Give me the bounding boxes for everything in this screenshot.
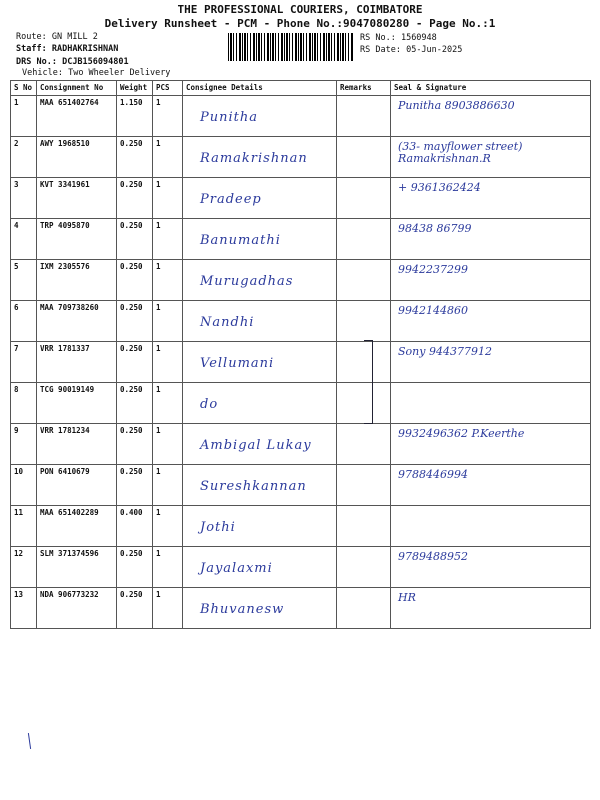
cell-consignment — [37, 178, 117, 219]
cell-consignment-text: IXM 2305576 — [40, 262, 90, 271]
cell-weight — [117, 301, 153, 342]
signature-handwriting: 98438 86799 — [398, 222, 472, 235]
cell-sno-text: 6 — [14, 303, 19, 312]
cell-pcs-text: 1 — [156, 344, 161, 353]
cell-weight-text: 0.250 — [120, 221, 143, 230]
cell-pcs — [153, 137, 183, 178]
cell-weight-text: 0.250 — [120, 549, 143, 558]
cell-pcs-text: 1 — [156, 180, 161, 189]
cell-consignment-text: VRR 1781234 — [40, 426, 90, 435]
cell-pcs — [153, 301, 183, 342]
cell-sno — [11, 383, 37, 424]
cell-consignment — [37, 219, 117, 260]
col-consignee: Consignee Details — [183, 81, 337, 96]
cell-pcs — [153, 547, 183, 588]
cell-pcs — [153, 178, 183, 219]
cell-pcs-text: 1 — [156, 549, 161, 558]
signature-handwriting: 9789488952 — [398, 550, 468, 563]
cell-sno — [11, 260, 37, 301]
table-row — [11, 506, 591, 547]
cell-seal — [391, 588, 591, 629]
consignee-handwriting: Ramakrishnan — [200, 151, 308, 166]
cell-weight-text: 0.250 — [120, 303, 143, 312]
cell-pcs-text: 1 — [156, 303, 161, 312]
barcode — [228, 33, 354, 61]
cell-sno — [11, 137, 37, 178]
cell-sno — [11, 342, 37, 383]
cell-consignment-text: TCG 90019149 — [40, 385, 95, 394]
cell-consignment — [37, 137, 117, 178]
cell-remarks — [337, 178, 391, 219]
cell-consignment-text: NDA 906773232 — [40, 590, 99, 599]
cell-consignment-text: VRR 1781337 — [40, 344, 90, 353]
cell-pcs-text: 1 — [156, 508, 161, 517]
cell-consignment-text: TRP 4095870 — [40, 221, 90, 230]
cell-remarks — [337, 424, 391, 465]
cell-weight-text: 1.150 — [120, 98, 143, 107]
cell-weight-text: 0.250 — [120, 467, 143, 476]
consignee-handwriting: Bhuvanesw — [200, 602, 285, 617]
cell-sno — [11, 424, 37, 465]
cell-weight — [117, 506, 153, 547]
cell-seal — [391, 424, 591, 465]
cell-seal — [391, 301, 591, 342]
cell-sno — [11, 547, 37, 588]
cell-weight-text: 0.250 — [120, 180, 143, 189]
cell-remarks — [337, 547, 391, 588]
cell-sno-text: 3 — [14, 180, 19, 189]
cell-weight — [117, 96, 153, 137]
signature-handwriting: Sony 944377912 — [398, 345, 492, 358]
table-row — [11, 137, 591, 178]
cell-consignment — [37, 301, 117, 342]
cell-consignment-text: KVT 3341961 — [40, 180, 90, 189]
cell-seal — [391, 547, 591, 588]
cell-sno — [11, 465, 37, 506]
cell-sno-text: 5 — [14, 262, 19, 271]
cell-seal — [391, 178, 591, 219]
signature-handwriting: HR — [398, 591, 416, 604]
col-seal: Seal & Signature — [391, 81, 591, 96]
runsheet-subtitle: Delivery Runsheet - PCM - Phone No.:9047080280 - Page No.:1 — [104, 17, 496, 30]
cell-sno-text: 13 — [14, 590, 24, 599]
cell-weight — [117, 588, 153, 629]
consignee-handwriting: Banumathi — [200, 233, 281, 248]
table-row — [11, 424, 591, 465]
route-line: Route: GN MILL 2 — [16, 32, 98, 42]
pen-mark — [28, 733, 31, 749]
cell-weight-text: 0.250 — [120, 426, 143, 435]
table-row — [11, 342, 591, 383]
cell-sno-text: 11 — [14, 508, 24, 517]
consignee-handwriting: Nandhi — [200, 315, 255, 330]
cell-consignment — [37, 383, 117, 424]
consignee-handwriting: Murugadhas — [200, 274, 294, 289]
cell-consignment-text: MAA 651402764 — [40, 98, 99, 107]
cell-pcs — [153, 219, 183, 260]
vehicle-value: Two Wheeler Delivery — [68, 68, 171, 78]
cell-consignee — [183, 342, 337, 383]
cell-pcs — [153, 383, 183, 424]
cell-seal — [391, 506, 591, 547]
consignee-handwriting: Punitha — [200, 110, 258, 125]
cell-sno-text: 9 — [14, 426, 19, 435]
rs-date-value: 05-Jun-2025 — [406, 45, 463, 55]
table-row — [11, 588, 591, 629]
cell-consignment — [37, 342, 117, 383]
cell-remarks — [337, 506, 391, 547]
cell-weight — [117, 260, 153, 301]
table-row — [11, 465, 591, 506]
cell-weight-text: 0.250 — [120, 344, 143, 353]
cell-pcs-text: 1 — [156, 98, 161, 107]
consignee-handwriting: Vellumani — [200, 356, 275, 371]
signature-handwriting: + 9361362424 — [398, 181, 481, 194]
cell-pcs-text: 1 — [156, 426, 161, 435]
cell-weight-text: 0.250 — [120, 262, 143, 271]
cell-pcs-text: 1 — [156, 139, 161, 148]
company-title: THE PROFESSIONAL COURIERS, COIMBATORE — [177, 3, 423, 16]
cell-pcs — [153, 96, 183, 137]
cell-consignee — [183, 506, 337, 547]
cell-weight-text: 0.250 — [120, 139, 143, 148]
consignee-handwriting: Jothi — [200, 520, 236, 535]
table-row — [11, 383, 591, 424]
cell-pcs-text: 1 — [156, 467, 161, 476]
signature-handwriting: (33- mayflower street) Ramakrishnan.R — [398, 140, 523, 165]
cell-seal — [391, 219, 591, 260]
cell-consignment-text: AWY 1968510 — [40, 139, 90, 148]
cell-pcs — [153, 506, 183, 547]
cell-sno — [11, 96, 37, 137]
cell-weight — [117, 547, 153, 588]
consignee-handwriting: do — [200, 397, 219, 412]
cell-remarks — [337, 301, 391, 342]
cell-weight — [117, 178, 153, 219]
cell-weight-text: 0.400 — [120, 508, 143, 517]
cell-consignee — [183, 588, 337, 629]
cell-sno — [11, 301, 37, 342]
staff-line: Staff: RADHAKRISHNAN — [16, 44, 119, 54]
cell-weight — [117, 465, 153, 506]
cell-consignee — [183, 383, 337, 424]
cell-pcs — [153, 342, 183, 383]
consignee-handwriting: Ambigal Lukay — [200, 438, 312, 453]
bracket-mark — [364, 340, 373, 424]
cell-pcs — [153, 588, 183, 629]
cell-pcs-text: 1 — [156, 590, 161, 599]
rs-no-line: RS No.: 1560948 — [360, 33, 437, 43]
cell-consignee — [183, 137, 337, 178]
cell-consignee — [183, 465, 337, 506]
table-row — [11, 219, 591, 260]
cell-seal — [391, 383, 591, 424]
table-row — [11, 260, 591, 301]
cell-sno-text: 12 — [14, 549, 24, 558]
drs-line: DRS No.: DCJB156094801 — [16, 57, 129, 67]
consignee-handwriting: Pradeep — [200, 192, 262, 207]
rs-date-line: RS Date: 05-Jun-2025 — [360, 45, 463, 55]
cell-weight-text: 0.250 — [120, 590, 143, 599]
cell-weight — [117, 219, 153, 260]
col-weight: Weight — [117, 81, 153, 96]
col-remarks: Remarks — [337, 81, 391, 96]
drs-value: DCJB156094801 — [62, 57, 129, 67]
cell-consignment — [37, 465, 117, 506]
cell-remarks — [337, 219, 391, 260]
cell-consignment-text: MAA 709738260 — [40, 303, 99, 312]
cell-pcs — [153, 260, 183, 301]
cell-weight — [117, 137, 153, 178]
cell-consignee — [183, 219, 337, 260]
signature-handwriting: 9942237299 — [398, 263, 468, 276]
table-row — [11, 301, 591, 342]
cell-consignment-text: SLM 371374596 — [40, 549, 99, 558]
cell-remarks — [337, 588, 391, 629]
cell-seal — [391, 342, 591, 383]
cell-weight — [117, 424, 153, 465]
cell-seal — [391, 137, 591, 178]
cell-consignee — [183, 547, 337, 588]
cell-consignment-text: PON 6410679 — [40, 467, 90, 476]
runsheet-table — [10, 80, 591, 629]
consignee-handwriting: Jayalaxmi — [200, 561, 273, 576]
rs-no-value: 1560948 — [400, 33, 437, 43]
cell-consignment — [37, 260, 117, 301]
cell-consignee — [183, 260, 337, 301]
cell-consignment — [37, 588, 117, 629]
col-consignment: Consignment No — [37, 81, 117, 96]
cell-remarks — [337, 260, 391, 301]
cell-sno — [11, 506, 37, 547]
cell-sno — [11, 178, 37, 219]
cell-remarks — [337, 137, 391, 178]
signature-handwriting: 9932496362 P.Keerthe — [398, 427, 525, 440]
col-pcs: PCS — [153, 81, 183, 96]
staff-value: RADHAKRISHNAN — [51, 44, 119, 54]
cell-weight-text: 0.250 — [120, 385, 143, 394]
cell-consignee — [183, 424, 337, 465]
cell-pcs-text: 1 — [156, 385, 161, 394]
cell-weight — [117, 342, 153, 383]
cell-sno-text: 1 — [14, 98, 19, 107]
cell-pcs-text: 1 — [156, 221, 161, 230]
cell-sno — [11, 588, 37, 629]
signature-handwriting: 9942144860 — [398, 304, 468, 317]
cell-sno-text: 8 — [14, 385, 19, 394]
table-row — [11, 178, 591, 219]
cell-sno-text: 10 — [14, 467, 24, 476]
cell-consignee — [183, 178, 337, 219]
cell-seal — [391, 465, 591, 506]
cell-consignee — [183, 301, 337, 342]
signature-handwriting: Punitha 8903886630 — [398, 99, 515, 112]
cell-remarks — [337, 465, 391, 506]
signature-handwriting: 9788446994 — [398, 468, 468, 481]
cell-sno-text: 2 — [14, 139, 19, 148]
col-sno: S No — [11, 81, 37, 96]
cell-sno-text: 4 — [14, 221, 19, 230]
cell-consignment — [37, 506, 117, 547]
cell-seal — [391, 260, 591, 301]
cell-pcs-text: 1 — [156, 262, 161, 271]
cell-pcs — [153, 424, 183, 465]
cell-consignment — [37, 96, 117, 137]
cell-consignment-text: MAA 651402289 — [40, 508, 99, 517]
cell-seal — [391, 96, 591, 137]
cell-sno — [11, 219, 37, 260]
cell-pcs — [153, 465, 183, 506]
table-header-row — [11, 81, 591, 96]
cell-sno-text: 7 — [14, 344, 19, 353]
cell-weight — [117, 383, 153, 424]
table-row — [11, 547, 591, 588]
cell-remarks — [337, 96, 391, 137]
cell-consignee — [183, 96, 337, 137]
cell-consignment — [37, 547, 117, 588]
vehicle-line: Vehicle: Two Wheeler Delivery — [22, 68, 171, 78]
table-row — [11, 96, 591, 137]
route-value: GN MILL 2 — [51, 32, 98, 42]
cell-consignment — [37, 424, 117, 465]
consignee-handwriting: Sureshkannan — [200, 479, 307, 494]
